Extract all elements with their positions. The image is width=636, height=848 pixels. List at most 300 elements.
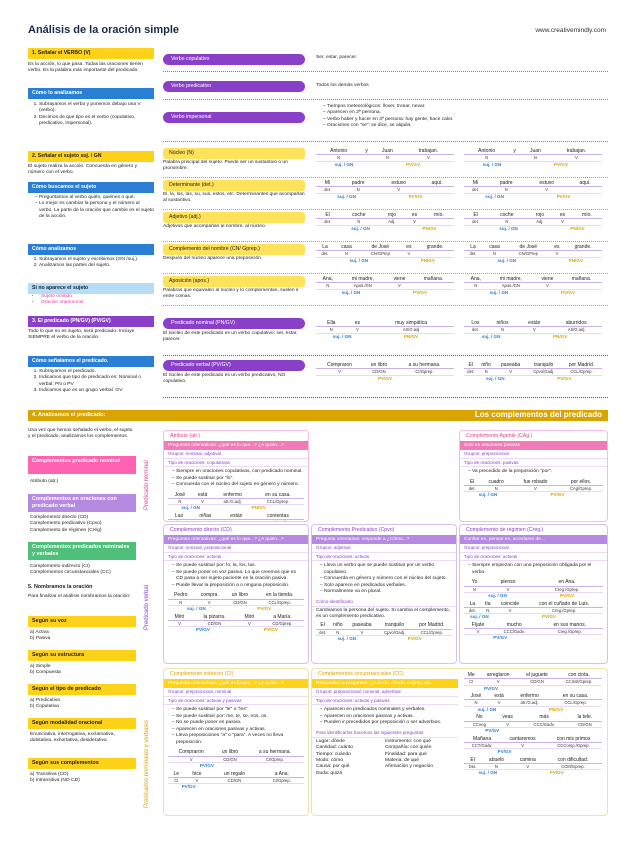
example-words [168,614,304,621]
word: arreglaron [478,672,518,679]
example-words [464,579,603,586]
list-item: • Sujeto omitido [41,294,152,300]
function: V [518,327,550,333]
function: V [402,251,417,257]
function: CCC/Gadv. [492,629,537,635]
card-items [312,705,458,728]
function: CCInst/Gprep. [556,679,602,685]
group-label: suj. / GN [481,333,501,339]
word: La [316,244,334,251]
section-3-how: Cómo señalamos el predicado. [28,356,154,367]
card-tipo: Tipo de oraciones: activas [164,553,308,562]
example-groups [316,333,454,339]
subject-part-text: Palabras que equivalen al núcleo y lo complementan, suelen ir entre comas. [163,288,299,300]
word: Las [168,513,190,520]
word: estuvo [525,180,568,187]
word: de José [359,244,402,251]
example-functions [168,520,304,522]
verb-copulativo-label: Verbo copulativo [163,54,305,65]
card-cpvo [311,524,457,664]
group-label: PV/GV [377,375,393,381]
section-2-no-subject: Si no aparece el sujeto [28,283,154,294]
example-analysis [464,180,602,199]
list-item: – Siempre en oraciones copulativas, con predicado nominal. [176,469,304,475]
word: mañana. [413,276,454,283]
word: José [168,492,192,499]
list-item: – Pueden ir precedidos por preposición o ser adverbios. [324,720,454,726]
card-groups: Grupos: preposicional [460,450,607,459]
example-words [316,276,454,283]
card-title: Complemento Agente (CAg.) [466,433,533,439]
example-words [316,244,454,251]
function: N [520,155,551,161]
section-1-list [30,102,154,128]
word: y [361,148,372,155]
example-words [464,244,602,251]
function: det. [316,187,339,193]
word: Miró [168,614,191,621]
both-items [30,564,136,577]
example-groups [464,289,602,295]
predicate-label: Predicado verbal (PV/GV) [163,360,305,371]
word: Me [464,672,478,679]
card-band: Pregunta orientativa: responde a ¿Cómo...? [312,535,456,544]
example-words [464,672,602,679]
example-analysis [464,320,602,339]
word: es [347,320,369,327]
word: El [464,362,478,369]
word: José [464,693,488,700]
card-subtext: Cambiamos la persona del sujeto. Si cambia el complemento, es un complemento predicativo. [316,607,451,620]
word: paseaba [495,362,527,369]
example-analysis [460,756,606,777]
tipo-header: Según el tipo de predicado [28,684,136,695]
divider [163,98,608,100]
example-analysis [460,692,606,713]
list-item: – Lleva preposiciones "a" o "para". A veces no lleva preposición. [176,733,304,746]
modal-header: Según modalidad oracional [28,718,136,729]
group-label: PN/GV [548,706,564,712]
function: Adj. [379,219,406,225]
function: CI [464,679,478,685]
function: CD/GN [214,756,246,762]
word: mucho [492,622,537,629]
function: CCL/Gprep. [412,629,452,635]
word: grande. [416,244,454,251]
list-item: – Tiempos meteorológicos: llover, tronar, nevar. [327,104,608,110]
function: V [464,629,492,635]
card-items [164,561,308,591]
function: V [495,369,527,375]
question: Materia: de qué [385,758,419,764]
group-label: suj. / GN [497,257,517,263]
example-analysis [460,713,606,734]
example-analysis [464,244,602,263]
word: mi madre, [340,276,386,283]
card-band: Preguntas orientativas: ¿qué es lo que...? ¿A quién...? [164,535,308,544]
function [168,520,190,522]
function: V [500,742,545,748]
function: V [534,283,561,289]
group-label: PV/GV [413,289,428,295]
word: padre [339,180,377,187]
word: enfermo [510,693,549,700]
list-item: – Va precedido de la preposición "por". [472,469,603,475]
example-groups [464,375,602,381]
function: N [334,251,359,257]
word: viene [534,276,561,283]
word: aquí. [568,180,602,187]
list-item: – Siempre empiezan con una preposición obligada por el verbo. [472,563,603,576]
function: V [403,155,454,161]
function: det. [464,251,482,257]
list-item: – Aparecen en oraciones pasivas y activas. [176,727,304,733]
subject-part-text: Adjetivos que acompañan al nombre, al núcleo. [163,224,267,229]
function: N [464,155,509,161]
function: N [482,251,507,257]
word: El [316,212,339,219]
function: N [339,219,378,225]
function: V [168,620,191,626]
function: Atr/G.adj [368,327,454,333]
list-item: – No se puede poner en pasiva. [176,720,304,726]
function: Creg./Gprep. [525,607,603,613]
list-item: 2. Decimos de que tipo es el verbo (copulativo, predicativo, impersonal). [39,115,154,128]
example-analysis [164,613,308,634]
function: V [512,486,559,492]
example-words [464,622,603,629]
word: niño [329,622,346,629]
word: la pizarra. [191,614,238,621]
function: N [481,764,511,770]
example-groups [316,375,454,381]
word: Ana, [464,276,488,283]
card-groups: Grupos: nominal, preposicional [164,544,308,553]
function: Cpvo/Gadj. [378,629,412,635]
subject-part-label: Adjetivo (adj.) [163,212,305,223]
function: CI [168,777,185,783]
function: V [386,283,413,289]
group-label: PV/GV [407,635,422,641]
group-label: PV/GV [408,193,423,199]
verb-copulativo-text: Ser, estar, parecer. [316,55,358,60]
list-item: Complemento de régimen (Crég) [30,527,102,533]
side-label-nominal: Predicado nominal [144,460,150,510]
function: det. [464,187,487,193]
function: V [550,251,565,257]
function: CD/GN [363,369,395,375]
group-label: suj. / GN [485,193,504,199]
word: por ellos. [559,479,603,486]
function: V [485,586,531,592]
section-5-text: Para finalizar el análisis nombramos la oración: [28,594,131,599]
card-subheading: Para identificarlos hacemos las siguientes preguntas: [312,729,458,738]
list-item: a) Simple [30,664,51,669]
function: V [194,599,225,605]
example-groups [316,257,454,263]
example-groups [168,762,304,768]
card-title: Atributo (atr.) [170,433,200,439]
list-item: Complementos circunstanciales (CC) [30,570,111,576]
example-words [316,212,454,219]
word: La [464,601,481,608]
list-item: – Lo mejor es cambiar la persona y el número al verbo. La parte de la oración que cambie es el sujeto de la acción. [39,201,154,220]
word: coincide [495,601,525,608]
word: aquí. [420,180,454,187]
subject-part-text: Palabra principal del sujeto. Puede ser un sustantivo o un pronombre. [163,160,288,172]
list-item: b) Intransitiva (NO CD) [30,778,80,784]
word: La [464,244,482,251]
function: CCneg [464,721,495,727]
list-item: a) Predicativa [30,698,60,703]
example-groups [464,333,602,339]
function: V [238,620,261,626]
card-tipo: Tipo de oraciones: activas [312,553,456,562]
function: CCC/Gadv. [520,721,567,727]
complementos-header: Según sus complementos [28,758,136,769]
word: niños [487,320,519,327]
example-groups [316,161,454,167]
word: Compraron [316,362,363,369]
word: cantaremos [500,736,545,743]
word: hice [185,771,210,778]
section-1-text: Es la acción, lo que pasa. Todas las oraciones tienen verbo. Es la palabra más importante del predicado. [28,62,143,74]
function: det. [464,369,478,375]
group-label: suj. / GN [489,289,509,295]
function: V [168,756,214,762]
subject-part-row [163,178,608,210]
function: N [168,599,194,605]
card-band: Confiar en, pensar en, acordarse de... [460,535,607,544]
function: atr./G.adj. [510,700,549,706]
word: No [464,714,495,721]
word: con el cuñado de Luis. [525,601,603,608]
list-item: – Puede llevar la preposición a o ninguna preposición. [176,583,304,589]
function: Adj. [527,219,554,225]
function: CD/GN [225,599,256,605]
example-groups [464,727,602,733]
list-item: • Oración impersonal [41,300,152,306]
word: Fíjate [464,622,492,629]
word: en su casa. [252,492,304,499]
word: mío. [424,212,454,219]
example-words [464,212,602,219]
function: Det. [464,764,481,770]
word: Compraron [168,749,214,756]
word: Ella [316,320,347,327]
card-questions [312,738,458,779]
example-words [316,320,454,327]
side-label-verbal: Predicado verbal [144,584,150,630]
word: es [402,244,417,251]
predicate-text: El núcleo de este predicado es un verbo copulativo: ser, estar, parecer. [163,331,298,343]
card-band: Solo en oraciones pasivas [460,441,607,450]
function: CI/Gprep. [246,756,304,762]
word: por Madrid. [561,362,602,369]
section-3-text: Todo lo que no es sujeto, será predicado. Incluye SIEMPRE el verbo de la oración. [28,329,135,341]
function: N [316,283,340,289]
example-analysis [460,621,607,642]
word: muy simpática [368,320,454,327]
list-item: – Concuerda con el núcleo del sujeto en género y número. [176,482,304,488]
section-1-header: 1. Señalar el VERBO (V) [28,48,154,59]
modal-text: Enunciativa, interrogativa, exclamativa, dubitativa, exhortativa, desiderativa [30,732,115,744]
function: N [478,369,495,375]
question [385,771,454,777]
word: grande. [564,244,602,251]
function: CD/GN [568,721,602,727]
function: V [347,327,369,333]
word: un libro [363,362,395,369]
list-item: – Aparecen en 3ª persona. [327,110,608,116]
word: con dificultad. [544,757,602,764]
list-item: b) Copulativa [30,704,59,710]
card-tipo: Tipo de oraciones: activas y pasivas [312,697,458,706]
card-groups: Grupos: preposicional, nominal, adverbial. [312,688,458,697]
voz-header: Según su voz [28,616,136,627]
example-analysis [316,244,454,263]
function: atr./G.adj. [213,499,251,505]
word: Pedro [168,592,194,599]
predicate-label: Predicado nominal (PN/GV) [163,318,305,329]
function: V [512,764,544,770]
group-label: suj. / GN [181,505,200,511]
word: Mi [316,180,339,187]
example-words [168,749,304,756]
word: aburridos [550,320,602,327]
word: abuelo [481,757,511,764]
example-analysis [164,591,308,612]
question: Afirmación y negación [385,764,434,770]
function: CD/GN [209,777,259,783]
example-analysis [460,671,606,692]
group-label: suj. / GN [470,614,489,620]
group-label: PN/GV [422,225,437,231]
estructura-header: Según su estructura [28,650,136,661]
example-analysis [460,600,607,621]
word: Antonio [316,148,361,155]
list-item: 1. Subrayamos el predicado. [39,369,154,375]
word: El [464,757,481,764]
example-analysis [316,212,454,231]
word: rojo [379,212,406,219]
verb-impersonal-list [318,104,608,130]
group-label: suj. / GN [478,492,498,498]
section-4-header [28,410,608,421]
example-groups [168,605,304,611]
group-label: PN/GV [552,333,568,339]
function: N [481,607,495,613]
function: CCL/Gprep. [252,499,304,505]
word: Juan [372,148,403,155]
example-groups [464,635,603,641]
site-url[interactable]: www.creativemindly.com [535,27,606,34]
example-functions [316,629,452,635]
list-item: 3. Indicamos que es un grupo verbal. GV [39,388,154,394]
group-label: PV/GV [263,627,278,633]
list-item: – Concuerda en género y número con el núcleo del sujeto. [324,576,452,582]
word: Miró [238,614,261,621]
example-words [464,601,603,608]
word: es [550,244,565,251]
section-2-how2: Cómo analizamos [28,244,154,255]
group-label: PV/GV [405,161,421,167]
word: niñas [190,513,221,520]
word: están [221,513,252,520]
subject-part-label: Aposición (apos.) [163,276,305,287]
nominal-complements-label: Complementos predicado nominal [28,456,136,474]
word: a Ana. [260,771,304,778]
word: casa [482,244,507,251]
card-groups: Grupos: nominal, adjetival [164,450,308,459]
function: Cpvo/Gadj. [527,369,561,375]
example-analysis [460,735,606,756]
example-groups [464,193,602,199]
word: contentas [252,513,304,520]
group-label: suj. / GN [485,375,505,381]
example-words [316,180,454,187]
word: padre [487,180,525,187]
function: V [185,777,210,783]
word: Antonio [464,148,509,155]
function: N [316,327,347,333]
group-label: PN/GV [568,257,583,263]
list-item: b) Pasiva [30,636,51,642]
group-label: PV/GV [181,784,196,790]
function: V [316,369,363,375]
function: det. [316,629,329,635]
word: Los [464,320,487,327]
function: det. [464,219,487,225]
section-2-np-list [32,294,152,307]
card-tipo: Tipo de oraciones: pasivas [460,459,607,468]
example-groups [316,635,452,641]
example-analysis [460,578,607,599]
function: det. [464,607,481,613]
group-label: PV/GV [559,592,575,598]
group-label: suj. / GN [334,161,354,167]
subject-part-label: Complemento del nombre (CN/ Gprep.) [163,244,305,255]
card-groups: Grupos: preposicional, nominal [164,688,308,697]
list-item: – Oraciones con "se": se dice, se alquila. [327,123,608,129]
example-groups [464,770,602,776]
word: Yo [464,579,485,586]
word: mi madre, [488,276,534,283]
group-label: suj. / GN [337,635,357,641]
function: V [488,700,510,706]
example-groups [464,257,602,263]
word: niño [478,362,495,369]
function: N [464,586,485,592]
function: V [346,629,377,635]
group-label: PV/GV [561,289,576,295]
example-analysis [164,491,308,512]
card-groups: Grupos: adjetival [312,544,456,553]
card-title: Complemento indirecto (CI) [170,671,234,677]
word: a su hermana. [395,362,454,369]
function: CI/Gprep. [260,777,304,783]
word: Mañana [464,736,500,743]
predicate-row [163,316,608,356]
word: la tele. [568,714,602,721]
word: Ana, [316,276,340,283]
card-subheading: Cómo identificarlo [312,598,456,607]
example-analysis [316,320,454,339]
complementos-items [30,772,136,785]
estructura-items [30,664,136,677]
function: CD/GN [191,620,238,626]
function: N [480,486,511,492]
